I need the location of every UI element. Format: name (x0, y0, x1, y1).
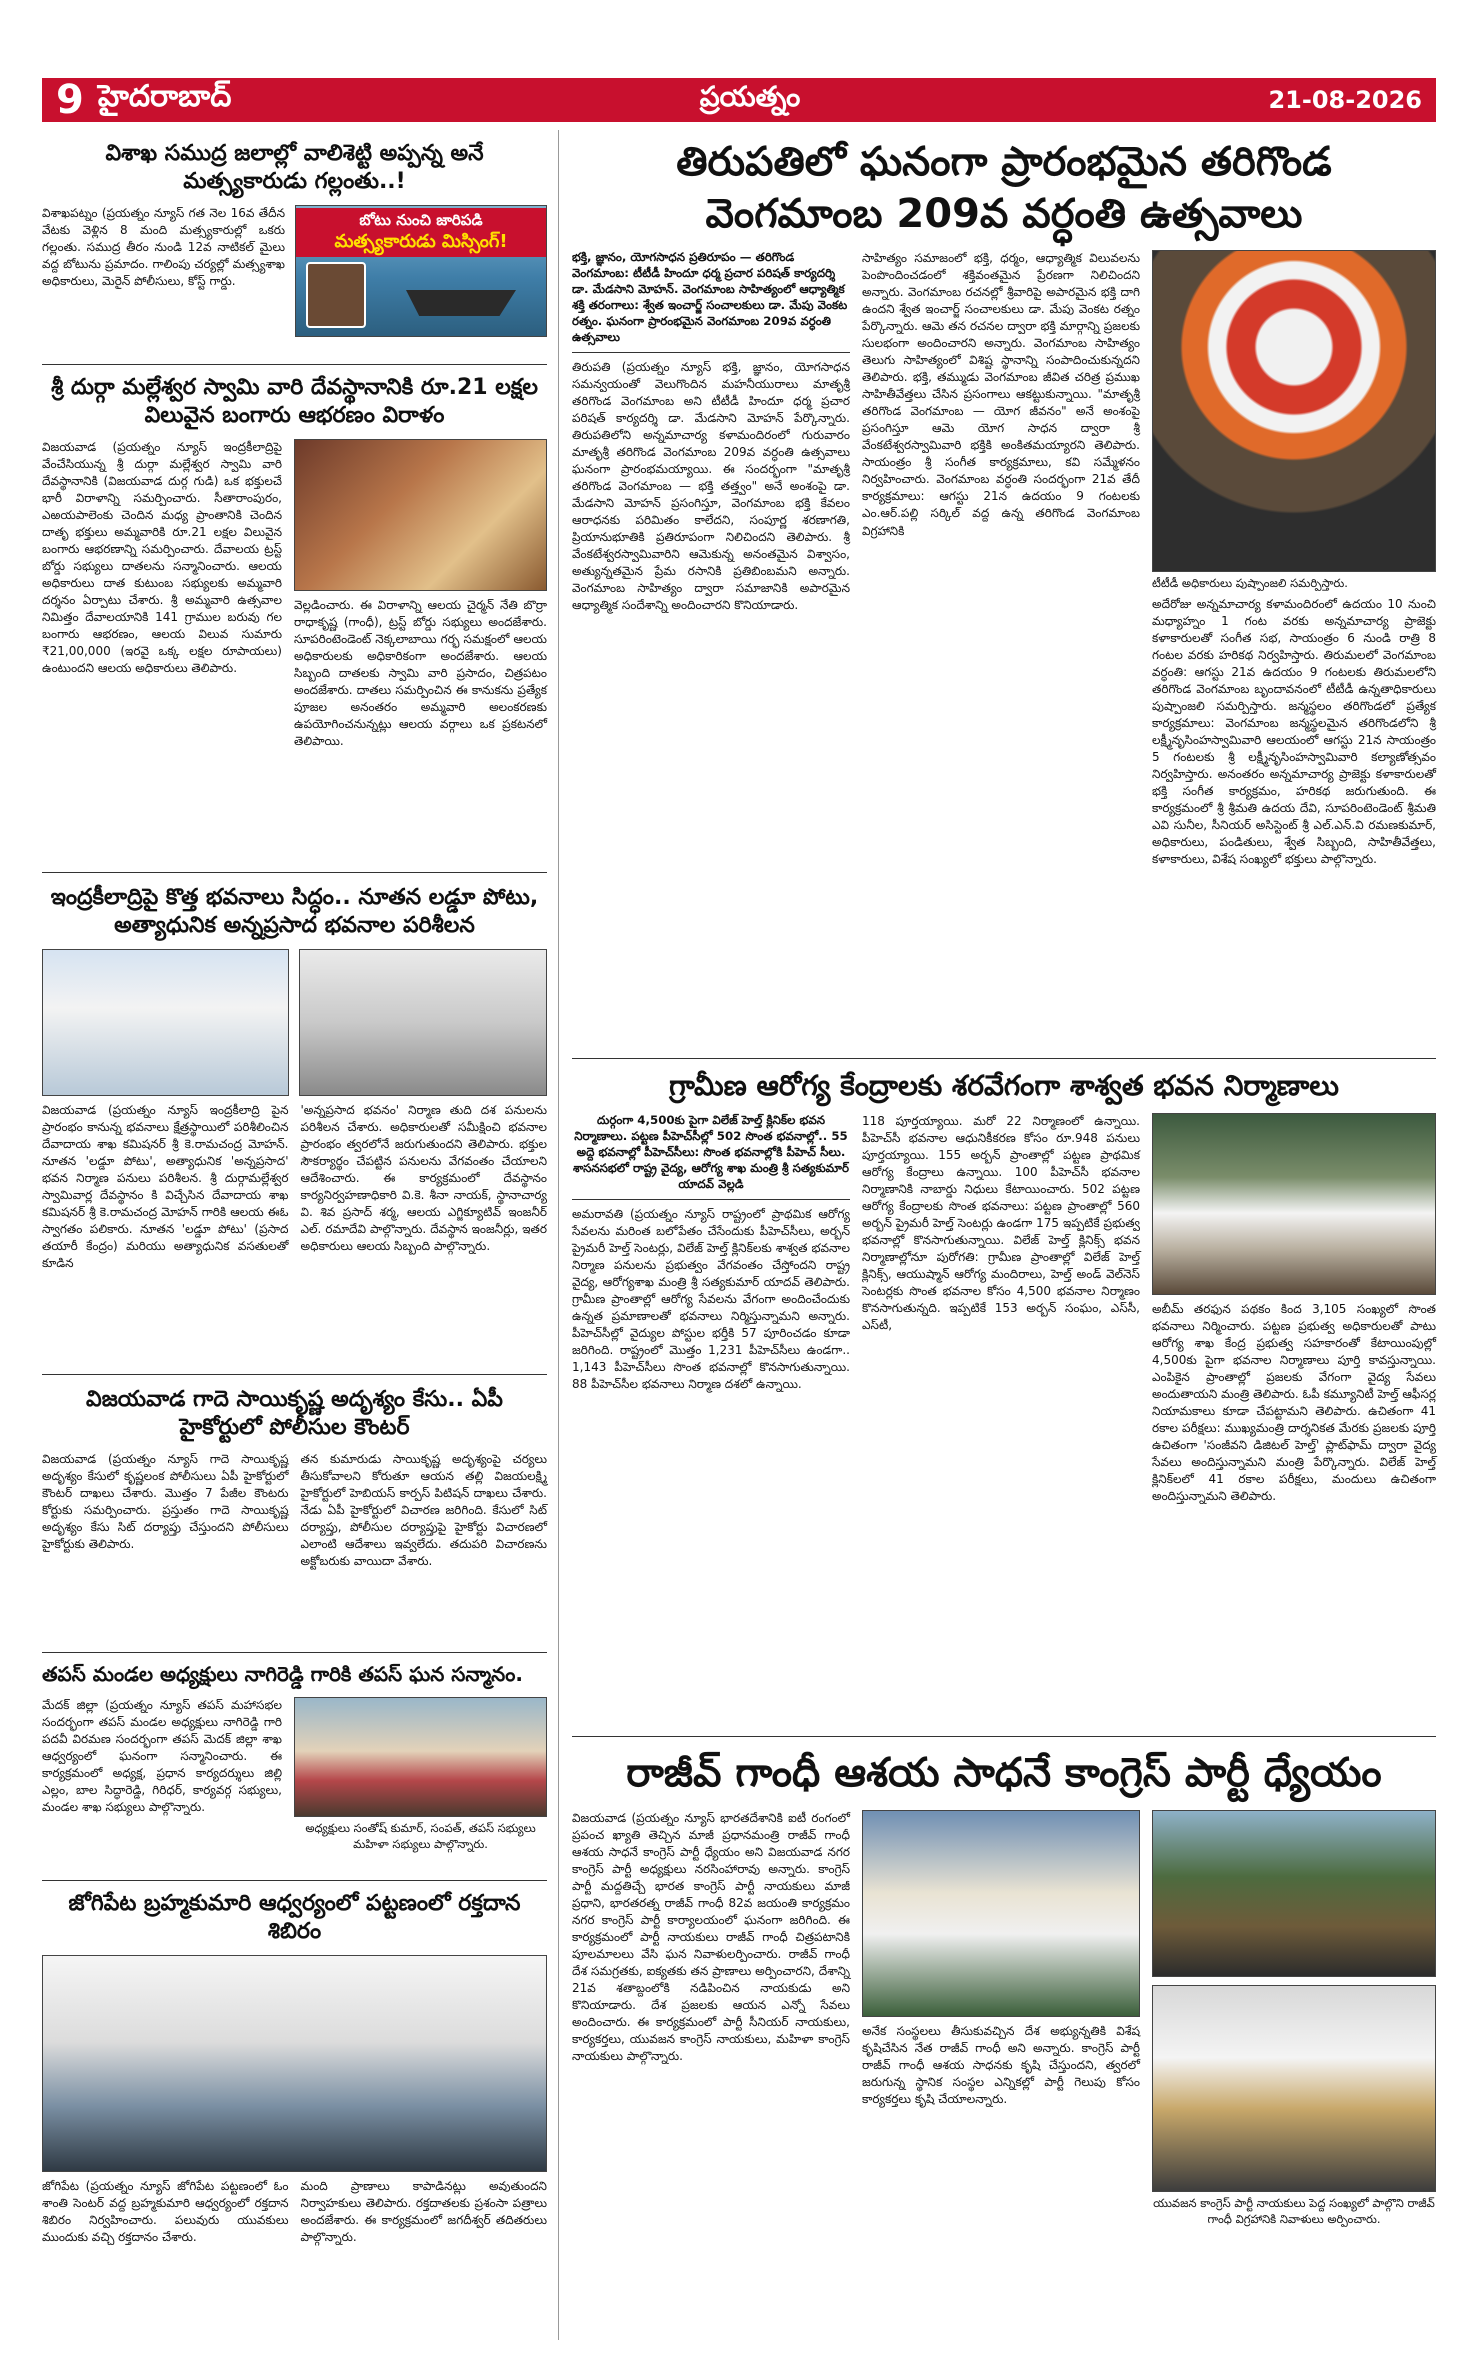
headline: ఇంద్రకీలాద్రిపై కొత్త భవనాలు సిద్ధం.. నూతన లడ్డూ పోటు, అత్యాధునిక అన్నప్రసాద భవనాల పరిశీలన (50, 885, 539, 938)
minister-photo (1152, 1113, 1436, 1295)
image-title-line2: మత్స్యకారుడు మిస్సింగ్! (334, 231, 508, 253)
article-body-right: మంది ప్రాణాలు కాపాడినట్లు అవుతుందని నిర్వాహకులు తెలిపారు. రక్తదాతలకు ప్రశంసా పత్రాలు అందజేశారు. ఈ కార్యక్రమంలో జగదీశ్వర్ తదితరులు పాల్గొన్నారు. (300, 2179, 547, 2245)
health-col1: అమరావతి (ప్రయత్నం న్యూస్ రాష్ట్రంలో ప్రాథమిక ఆరోగ్య సేవలను మరింత బలోపేతం చేసేందుకు పీహెచ్‌సీలు, అర్బన్ ప్రైమరీ హెల్త్ సెంటర్లు, విలేజ్ హెల్త్ క్లినిక్‌లకు శాశ్వత భవనాల నిర్మాణ పనులను ప్రభుత్వం వేగవంతం చేస్తోందని రాష్ట్ర వైద్య, ఆరోగ్యశాఖ మంత్రి శ్రీ సత్యకుమార్ యాదవ్ తెలిపారు. గ్రామీణ ప్రాంతాల్లో ఆరోగ్య సేవలను వేగంగా అందించేందుకు ఉన్నత ప్రమాణాలతో భవనాలు నిర్మిస్తున్నామని అన్నారు. పీహెచ్‌సీల్లో వైద్యుల పోస్టుల భర్తీకి 57 పూరించడం కూడా జరిగింది. రాష్ట్రంలో మొత్తం 1,231 పీహెచ్‌సీలు ఉండగా.. 1,143 పీహెచ్‌సీలు సొంత భవనాల్లో కొనసాగుతున్నాయి. 88 పీహెచ్‌సీల భవనాలు నిర్మాణ దశలో ఉన్నాయి. (572, 1206, 850, 1391)
story-indrakeeladri-buildings (42, 884, 547, 1272)
article-body-right: 'అన్నప్రసాద భవనం' నిర్మాణ తుది దశ పనులను పరిశీలన చేశారు. అధికారులతో సమీక్షించి భవనాల ప్రారంభం త్వరలోనే జరుగుతుందని తెలిపారు. భక్తుల సౌకర్యార్థం చేపట్టిన పనులను వేగవంతం చేయాలని ఆదేశించారు. ఈ కార్యక్రమంలో దేవస్థానం కార్యనిర్వహణాధికారి వి.కె. శీనా నాయక్, స్థానాచార్య వి. శివ ప్రసాద్ శర్మ, ఆలయ ఎగ్జిక్యూటివ్ ఇంజనీర్ ఎల్. రమాదేవి పాల్గొన్నారు. దేవస్థాన ఇంజనీర్లు, ఇతర అధికారులు ఆలయ సిబ్బంది పాల్గొన్నారు. (300, 1103, 547, 1254)
lead-headline-line2: వెంగమాంబ 209వ వర్ధంతి ఉత్సవాలు (705, 191, 1303, 237)
inspection-photo (299, 949, 547, 1096)
boat-icon (406, 290, 516, 316)
person-photo (306, 262, 366, 328)
blood-donation-photo (42, 1955, 547, 2172)
lead-headline (572, 136, 1436, 240)
building-photo (42, 949, 289, 1096)
photo-caption: టీటీడీ అధికారులు పుష్పాంజలి సమర్పిస్తారు. (1152, 576, 1348, 590)
lead-col2: సాహిత్యం సమాజంలో భక్తి, ధర్మం, ఆధ్యాత్మిక విలువలను పెంపొందించడంలో శక్తివంతమైన ప్రేరణగా నిలిచిందని అన్నారు. వెంగమాంబ రచనల్లో శ్రీవారిపై అపారమైన భక్తి దాగి ఉందని శ్వేత ఇంచార్జ్ సంచాలకులు డా. మేపు వెంకట రత్నం పేర్కొన్నారు. ఆమె తన రచనల ద్వారా భక్తి మార్గాన్ని ప్రజలకు సులభంగా అందించారని అన్నారు. వెంగమాంబ సాహిత్యం తెలుగు సాహిత్యంలో విశిష్ట స్థానాన్ని సంపాదించుకున్నదని తెలిపారు. భక్తి, తమ్ముడు వెంగమాంబ జీవిత చరిత్ర ప్రముఖ సాహితీవేత్తలు చేసిన ప్రసంగాలు ఆకట్టుకున్నాయి. "మాతృశ్రీ తరిగొండ వెంగమాంబ — యోగ జీవనం" అనే అంశంపై ప్రసంగిస్తూ ఆమె యోగ సాధన ద్వారా శ్రీ వేంకటేశ్వరస్వామివారి భక్తికి అంకితమయ్యారని తెలిపారు. సాయంత్రం శ్రీ సంగీత కార్యక్రమాలు, కవి సమ్మేళనం నిర్వహించారు. వెంగమాంబ వర్ధంతి సందర్భంగా 21వ తేదీ కార్యక్రమాలు: ఆగస్టు 21న ఉదయం 9 గంటలకు ఎం.ఆర్.పల్లి సర్కిల్ వద్ద ఉన్న తరిగొండ వెంగమాంబ విగ్రహానికి (862, 251, 1140, 538)
article-body-left: విజయవాడ (ప్రయత్నం న్యూస్ ఇంద్రకీలాద్రి పైన ప్రారంభం కానున్న భవనాలు క్షేత్రస్థాయిలో పరిశీలించిన దేవాదాయ శాఖ కమిషనర్ శ్రీ కె.రామచంద్ర మోహన్. నూతన 'లడ్డూ పోటు', అత్యాధునిక 'అన్నప్రసాద' భవన నిర్మాణ పనులు పరిశీలన. శ్రీ దుర్గామల్లేశ్వర స్వామివార్ల దేవస్థానం కి విచ్చేసిన దేవాదాయ శాఖ కమిషనర్ శ్రీ కె.రామచంద్ర మోహన్ గారికి ఆలయ ఈఓ స్వాగతం పలికారు. నూతన 'లడ్డూ పోటు' (ప్రసాద తయారీ కేంద్రం) మరియు అత్యాధునిక వసతులతో కూడిన (42, 1103, 289, 1271)
headline: జోగిపేట బ్రహ్మకుమారి ఆధ్వర్యంలో పట్టణంలో రక్తదాన శిబిరం (68, 1891, 521, 1944)
photo-caption-right: యువజన కాంగ్రెస్ పార్టీ నాయకులు పెద్ద సంఖ్యలో పాల్గొని రాజీవ్ గాంధీ విగ్రహానికి నివాళులు అర్పించారు. (1153, 2196, 1435, 2226)
lead-headline-line1: తిరుపతిలో ఘనంగా ప్రారంభమైన తరిగొండ (676, 139, 1332, 185)
story-blood-donation (42, 1890, 547, 2246)
story-saikrishna-case (42, 1386, 547, 1570)
lead-col3: అదేరోజు అన్నమాచార్య కళామందిరంలో ఉదయం 10 నుంచి మధ్యాహ్నం 1 గంట వరకు అన్నమాచార్య ప్రాజెక్టు కళాకారులతో సంగీత సభ, సాయంత్రం 6 నుండి రాత్రి 8 గంటల వరకు హరికథ నిర్వహిస్తారు. తిరుమలలో వెంగమాంబ వర్ధంతి: ఆగస్టు 21వ ఉదయం 9 గంటలకు తిరుమలలోని తరిగొండ వెంగమాంబ బృందావనంలో టీటీడీ ఉన్నతాధికారులు పుష్పాంజలి సమర్పిస్తారు. జన్మస్థలం తరిగొండలో ప్రత్యేక కార్యక్రమాలు: వెంగమాంబ జన్మస్థలమైన తరిగొండలోని శ్రీ లక్ష్మీనృసింహస్వామివారి ఆలయంలో ఆగస్టు 21న సాయంత్రం 5 గంటలకు శ్రీ లక్ష్మీనృసింహస్వామివారి కల్యాణోత్సవం నిర్వహిస్తారు. అనంతరం అన్నమాచార్య ప్రాజెక్టు కళాకారులతో భక్తి సంగీత కార్యక్రమం, హరికథ జరుగుతుంది. ఈ కార్యక్రమంలో శ్రీ శ్రీమతి ఉదయ దేవి, సూపరింటెండెంట్ శ్రీమతి ఎవి సునీల, సీనియర్ అసిస్టెంట్ శ్రీ ఎల్.ఎన్.వి రమణకుమార్, అధికారులు, పండితులు, శ్వేత సిబ్బంది, సాహితీవేత్తలు, కళాకారులు, విశేష సంఖ్యలో భక్తులు పాల్గొన్నారు. (1152, 596, 1436, 866)
image-title-line1: బోటు నుంచి జారిపడి (359, 211, 483, 229)
headline: రాజీవ్ గాంధీ ఆశయ సాధనే కాంగ్రెస్ పార్టీ ధ్యేయం (626, 1750, 1382, 1796)
headline: తపస్ మండల అధ్యక్షులు నాగిరెడ్డి గారికి తపస్ ఘన సన్మానం. (42, 1662, 523, 1686)
issue-date: 21-08-2026 (1268, 86, 1422, 114)
page-number: 9 (56, 77, 84, 123)
article-body: విజయవాడ (ప్రయత్నం న్యూస్ భారతదేశానికి ఐటీ రంగంలో ప్రపంచ ఖ్యాతి తెచ్చిన మాజీ ప్రధానమంత్రి రాజీవ్ గాంధీ ఆశయ సాధనే కాంగ్రెస్ పార్టీ ధ్యేయం అని విజయవాడ నగర కాంగ్రెస్ పార్టీ అధ్యక్షులు నరసింహారావు అన్నారు. కాంగ్రెస్ పార్టీ మద్దతిచ్చే భారత కాంగ్రెస్ పార్టీ నాయకులు మాజీ ప్రధాని, భారతరత్న రాజీవ్ గాంధీ 82వ జయంతి కార్యక్రమం నగర కాంగ్రెస్ పార్టీ కార్యాలయంలో ఘనంగా జరిగింది. ఈ కార్యక్రమంలో పార్టీ నాయకులు రాజీవ్ గాంధీ చిత్రపటానికి పూలమాలలు వేసి ఘన నివాళులర్పించారు. రాజీవ్ గాంధీ దేశ సమగ్రతకు, ఐక్యతకు తన ప్రాణాలు అర్పించారని, దేశాన్ని 21వ శతాబ్దంలోకి నడిపించిన నాయకుడు అని కొనియాడారు. దేశ ప్రజలకు ఆయన ఎన్నో సేవలు అందించారు. ఈ కార్యక్రమంలో పార్టీ సీనియర్ నాయకులు, కార్యకర్తలు, యువజన కాంగ్రెస్ నాయకులు, మహిళా కాంగ్రెస్ నాయకులు పాల్గొన్నారు. (572, 1811, 850, 2064)
story-fisherman-missing (42, 140, 547, 337)
rajiv-event-photo-2 (1152, 1810, 1436, 1977)
article-body-left: జోగిపేట (ప్రయత్నం న్యూస్ జోగిపేట పట్టణంలో ఓం శాంతి సెంటర్ వద్ద బ్రహ్మకుమారి ఆధ్వర్యంలో రక్తదాన శిబిరం నిర్వహించారు. పలువురు యువకులు ముందుకు వచ్చి రక్తదానం చేశారు. (42, 2179, 289, 2245)
story-rural-health-centres (572, 1068, 1436, 1505)
story-gold-donation (42, 374, 547, 750)
article-body-left: విజయవాడ (ప్రయత్నం న్యూస్ ఇంద్రకీలాద్రిపై వేంచేసియున్న శ్రీ దుర్గా మల్లేశ్వర స్వామి వారి దేవస్థానానికి (విజయవాడ దుర్గ గుడి) ఒక భక్తులచే భారీ విరాళాన్ని సమర్పించారు. సీతారాంపురం, ఎఱయపాలెంకు చెందిన మధ్య ప్రాంతానికి చెందిన దాతృ భక్తులు అమ్మవారికి రూ.21 లక్షల విలువైన బంగారు ఆభరణాన్ని సమర్పించారు. దేవాలయ ట్రస్ట్ బోర్డు సభ్యులు దాతలను సన్మానించారు. ఆలయ అధికారులు దాత కుటుంబ సభ్యులకు అమ్మవారి దర్శనం ఏర్పాటు చేశారు. శ్రీ అమ్మవారి ఉత్సవాల నిమిత్తం దేవాలయానికి 141 గ్రాముల బరువు గల బంగారు ఆభరణం, ఆలయ విలువ సుమారు ₹21,00,000 (ఇరవై ఒక్క లక్షల రూపాయలు) ఉంటుందని ఆలయ అధికారులు తెలిపారు. (42, 440, 282, 676)
section-name: హైదరాబాద్ (97, 79, 232, 114)
headline: విజయవాడ గాదె సాయికృష్ణ అదృశ్యం కేసు.. ఏపీ హైకోర్టులో పోలీసుల కౌంటర్ (86, 1387, 503, 1440)
donation-photo (294, 439, 547, 591)
vengamamba-photo (1152, 250, 1436, 572)
felicitation-photo (294, 1697, 547, 1817)
rajiv-event-photo-3 (1152, 1985, 1436, 2192)
headline: గ్రామీణ ఆరోగ్య కేంద్రాలకు శరవేగంగా శాశ్వత భవన నిర్మాణాలు (669, 1069, 1339, 1102)
article-body: మేదక్ జిల్లా (ప్రయత్నం న్యూస్ తపస్ మహాసభల సందర్భంగా తపస్ మండల అధ్యక్షులు నాగిరెడ్డి గారి పదవీ విరమణ సందర్భంగా తపస్ మెదక్ జిల్లా శాఖ ఆధ్వర్యంలో ఘనంగా సన్మానించారు. ఈ కార్యక్రమంలో అధ్యక్ష, ప్రధాన కార్యదర్శులు జిల్లి ఎల్లం, బాల సిద్ధారెడ్డి, గిరిధర్, కార్యవర్గ సభ్యులు, మండల శాఖ సభ్యులు పాల్గొన్నారు. (42, 1698, 282, 1815)
health-col2: 118 పూర్తయ్యాయి. మరో 22 నిర్మాణంలో ఉన్నాయి. పీహెచ్‌సీ భవనాల ఆధునికీకరణ కోసం రూ.948 పనులు పూర్తయ్యాయి. 155 అర్బన్ ప్రాంతాల్లో పట్టణ ప్రాథమిక ఆరోగ్య కేంద్రాలు ఉన్నాయి. 100 పీహెచ్‌సీ భవనాల నిర్మాణానికి నాబార్డు నిధులు కేటాయించారు. 502 పట్టణ ఆరోగ్య కేంద్రాలకు సొంత భవనాలు: పట్టణ ప్రాంతాల్లో 560 అర్బన్ ప్రైమరీ హెల్త్ సెంటర్లు ఉండగా 175 ఇప్పటికే ప్రభుత్వ భవనాల్లో కొనసాగుతున్నాయి. విలేజ్ హెల్త్ క్లినిక్స్ భవన నిర్మాణాల్లోనూ పురోగతి: గ్రామీణ ప్రాంతాల్లో విలేజ్ హెల్త్ క్లినిక్స్, ఆయుష్మాన్ ఆరోగ్య మందిరాలు, హెల్త్ అండ్ వెల్‌నెస్ సెంటర్లకు సొంత భవనాల కోసం 4,500 భవనాల నిర్మాణం కొనసాగుతున్నది. ఇప్పటికే 153 అర్బన్ సంఘం, ఎస్‌సీ, ఎస్‌టీ, (862, 1114, 1140, 1333)
lead-deck: భక్తి, జ్ఞానం, యోగసాధన ప్రతిరూపం — తరిగొండ వెంగమాంబ: టీటీడీ హిందూ ధర్మ ప్రచార పరిషత్ కార్యదర్శి డా. మేడసాని మోహన్. వెంగమాంబ సాహిత్యంలో ఆధ్యాత్మిక శక్తి తరంగాలు: శ్వేత ఇంచార్జ్ సంచాలకులు డా. మేపు వెంకట రత్నం. ఘనంగా ప్రారంభమైన వెంగమాంబ 209వ వర్ధంతి ఉత్సవాలు (572, 250, 850, 353)
article-body: విశాఖపట్నం (ప్రయత్నం న్యూస్ గత నెల 16వ తేదీన వేటకు వెళ్లిన 8 మంది మత్స్యకారుల్లో ఒకరు గల్లంతు. సముద్ర తీరం నుండి 12వ నాటికల్ మైలు వద్ద బోటును ప్రమాదం. గాలింపు చర్యల్లో మత్స్యశాఖ అధికారులు, మెరైన్ పోలీసులు, కోస్ట్ గార్డు. (42, 206, 285, 289)
headline: విశాఖ సముద్ర జలాల్లో వాలిశెట్టి అప్పన్న అనే మత్స్యకారుడు గల్లంతు..! (105, 141, 484, 194)
photo-caption: అధ్యక్షులు సంతోష్ కుమార్, సంపత్, తపస్ సభ్యులు మహిళా సభ్యులు పాల్గొన్నారు. (305, 1821, 536, 1851)
article-body-left: విజయవాడ (ప్రయత్నం న్యూస్ గాదె సాయికృష్ణ అదృశ్యం కేసులో కృష్ణలంక పోలీసులు ఏపీ హైకోర్టులో కౌంటర్ దాఖలు చేశారు. మొత్తం 7 పేజీల కౌంటరు కోర్టుకు సమర్పించారు. ప్రస్తుతం గాదె సాయికృష్ణ అదృశ్యం కేసు సిట్ దర్యాప్తు చేస్తుందని పోలీసులు హైకోర్టుకు తెలిపారు. (42, 1452, 289, 1552)
article-body-right: వెల్లడించారు. ఈ విరాళాన్ని ఆలయ చైర్మన్ నేతి బొర్రా రాధాకృష్ణ (గాంధీ), ట్రస్ట్ బోర్డు సభ్యులు అందజేశారు. సూపరింటెండెంట్ నెక్కలాబాయి గర్భ సమక్షంలో ఆలయ అధికారులకు అధికారికంగా అందజేశారు. ఆలయ సిబ్బంది దాతలకు స్వామి వారి ప్రసాదం, చిత్రపటం అందజేశారు. దాతలు సమర్పించిన ఈ కానుకను ప్రత్యేక పూజల అనంతరం అమ్మవారి అలంకరణకు ఉపయోగించనున్నట్లు ఆలయ వర్గాలు ఒక ప్రకటనలో తెలిపాయి. (294, 598, 547, 749)
headline: శ్రీ దుర్గా మల్లేశ్వర స్వామి వారి దేవస్థానానికి రూ.21 లక్షల విలువైన బంగారు ఆభరణం విరాళం (51, 375, 538, 428)
masthead (42, 78, 1436, 122)
news-image (295, 205, 547, 337)
rajiv-event-photo-1 (862, 1810, 1140, 2017)
lead-story-vengamamba (572, 136, 1436, 868)
health-deck: దుర్గంగా 4,500కు పైగా విలేజ్ హెల్త్ క్లినిక్‌ల భవన నిర్మాణాలు. పట్టణ పీహెచ్‌సీల్లో 502 సొంత భవనాల్లో.. 55 అద్దె భవనాల్లో పీహెచ్‌సీలు: సొంత భవనాల్లోకి పీహెచ్ సీలు. శాసనసభలో రాష్ట్ర వైద్య, ఆరోగ్య శాఖ మంత్రి శ్రీ సత్యకుమార్ యాదవ్ వెల్లడి (572, 1113, 850, 1200)
health-col3: అబీమ్ తరఫున పథకం కింద 3,105 సంఖ్యలో సొంత భవనాలు నిర్మించారు. పట్టణ ప్రభుత్వ అధికారులతో పాటు ఆరోగ్య శాఖ కేంద్ర ప్రభుత్వ సహకారంతో కేటాయింపుల్లో 4,500కు పైగా భవనాల నిర్మాణాలు పూర్తి కావస్తున్నాయి. ఎంపికైన ప్రాంతాల్లో ప్రజలకు వేగంగా వైద్య సేవలు అందుతాయని మంత్రి తెలిపారు. ఓపీ కమ్యూనిటీ హెల్త్ ఆఫీసర్ల నియామకాలు కూడా చేపట్టామని తెలిపారు. ఉచితంగా 41 రకాల పరీక్షలు: ముఖ్యమంత్రి దార్శనికత మేరకు ప్రజలకు పూర్తి ఉచితంగా 'సంజీవని డిజిటల్ హెల్త్' ప్లాట్‌ఫామ్ ద్వారా వైద్య సేవలు అందిస్తున్నామని మంత్రి పేర్కొన్నారు. విలేజ్ హెల్త్ క్లినిక్‌లలో 41 రకాల పరీక్షలు, మందులు ఉచితంగా అందిస్తున్నామని తెలిపారు. (1152, 1302, 1436, 1504)
lead-col1: తిరుపతి (ప్రయత్నం న్యూస్ భక్తి, జ్ఞానం, యోగసాధన సమన్వయంతో వెలుగొందిన మహనీయురాలు మాతృశ్రీ తరిగొండ వెంగమాంబ అని టీటీడీ హిందూ ధర్మ ప్రచార పరిషత్ కార్యదర్శి డా. మేడసాని మోహన్ పేర్కొన్నారు. తిరుపతిలోని అన్నమాచార్య కళామందిరంలో గురువారం మాతృశ్రీ తరిగొండ వెంగమాంబ 209వ వర్ధంతి ఉత్సవాలు ఘనంగా ప్రారంభమయ్యాయి. ఈ సందర్భంగా "మాతృశ్రీ తరిగొండ వెంగమాంబ — భక్తి తత్త్వం" అనే అంశంపై డా. మేడసాని మోహన్ ప్రసంగిస్తూ, వెంగమాంబ భక్తి కేవలం ఆరాధనకు పరిమితం కాలేదని, సంపూర్ణ శరణాగతి, ప్రియానుభూతికి ప్రతిరూపంగా నిలిచిందని తెలిపారు. శ్రీ వేంకటేశ్వరస్వామివారిని ఆమెకున్న అనంతమైన విశ్వాసం, అత్యున్నతమైన ప్రేమ రసానికి ప్రతిబింబమని అన్నారు. వెంగమాంబ సాహిత్యం ద్వారా సమాజానికి అపారమైన ఆధ్యాత్మిక సందేశాన్ని అందించారని కొనియాడారు. (572, 359, 850, 612)
photo-caption-left: అనేక సంస్థలలు తీసుకువచ్చిన దేశ అభ్యున్నతికి విశేష కృషిచేసిన నేత రాజీవ్ గాంధీ అని అన్నారు. కాంగ్రెస్ పార్టీ రాజీవ్ గాంధీ ఆశయ సాధనకు కృషి చేస్తుందని, త్వరలో జరుగున్న స్థానిక సంస్థల ఎన్నికల్లో పార్టీ గెలుపు కోసం కార్యకర్తలు కృషి చేయాలన్నారు. (862, 2024, 1140, 2107)
article-body-right: తన కుమారుడు సాయికృష్ణ అదృశ్యంపై చర్యలు తీసుకోవాలని కోరుతూ ఆయన తల్లి విజయలక్ష్మి హైకోర్టులో హెబియస్ కార్పస్ పిటిషన్ దాఖలు చేశారు. నేడు ఏపీ హైకోర్టులో విచారణ జరిగింది. కేసులో సిట్ దర్యాప్తు, పోలీసుల దర్యాప్తుపై హైకోర్టు విచారణలో ఎలాంటి ఆదేశాలు ఇవ్వలేదు. తదుపరి విచారణను అక్టోబరుకు వాయిదా వేశారు. (300, 1452, 547, 1569)
paper-name: ప్రయత్నం (699, 80, 801, 113)
story-tapas-felicitation (42, 1662, 547, 1852)
story-rajiv-gandhi (572, 1748, 1436, 2227)
